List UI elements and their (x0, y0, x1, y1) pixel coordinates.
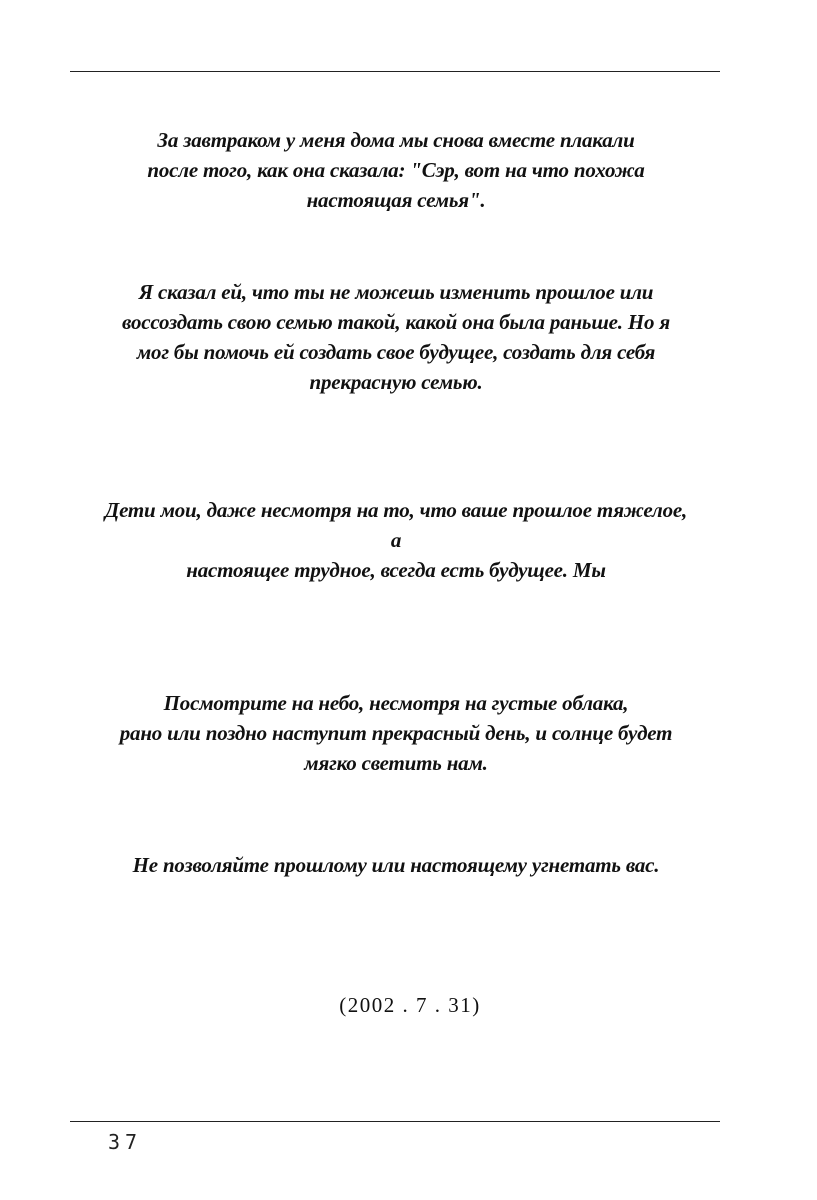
paragraph-line: За завтраком у меня дома мы снова вместе плакали (157, 128, 635, 152)
top-rule (70, 71, 720, 72)
paragraph-line: Посмотрите на небо, несмотря на густые облака, (163, 691, 629, 715)
paragraph-line: настоящая семья". (306, 188, 486, 212)
paragraph-line: мягко светить нам. (304, 751, 488, 775)
paragraph-line: прекрасную семью. (309, 370, 483, 394)
date-line: (2002 . 7 . 31) (339, 993, 481, 1017)
paragraph-breakfast (70, 125, 722, 215)
page-number: 37 (108, 1130, 143, 1154)
paragraph-line: Не позволяйте прошлому или настоящему угнетать вас. (132, 853, 660, 877)
paragraph-look-at-sky (70, 688, 722, 778)
paragraph-line: воссоздать свою семью такой, какой она была раньше. Но я (122, 310, 670, 334)
bottom-rule (70, 1121, 720, 1122)
paragraph-line: Я сказал ей, что ты не можешь изменить прошлое или (138, 280, 654, 304)
paragraph-line: настоящее трудное, всегда есть будущее. Мы (186, 558, 606, 582)
paragraph-line: а (390, 528, 402, 552)
paragraph-told-her (70, 277, 722, 397)
paragraph-do-not-let (70, 850, 722, 880)
paragraph-my-children (70, 495, 722, 585)
paragraph-line: рано или поздно наступит прекрасный день, и солнце будет (119, 721, 673, 745)
paragraph-line: Дети мои, даже несмотря на то, что ваше прошлое тяжелое, (104, 498, 688, 522)
paragraph-line: мог бы помочь ей создать свое будущее, создать для себя (136, 340, 656, 364)
paragraph-line: после того, как она сказала: "Сэр, вот на что похожа (147, 158, 645, 182)
